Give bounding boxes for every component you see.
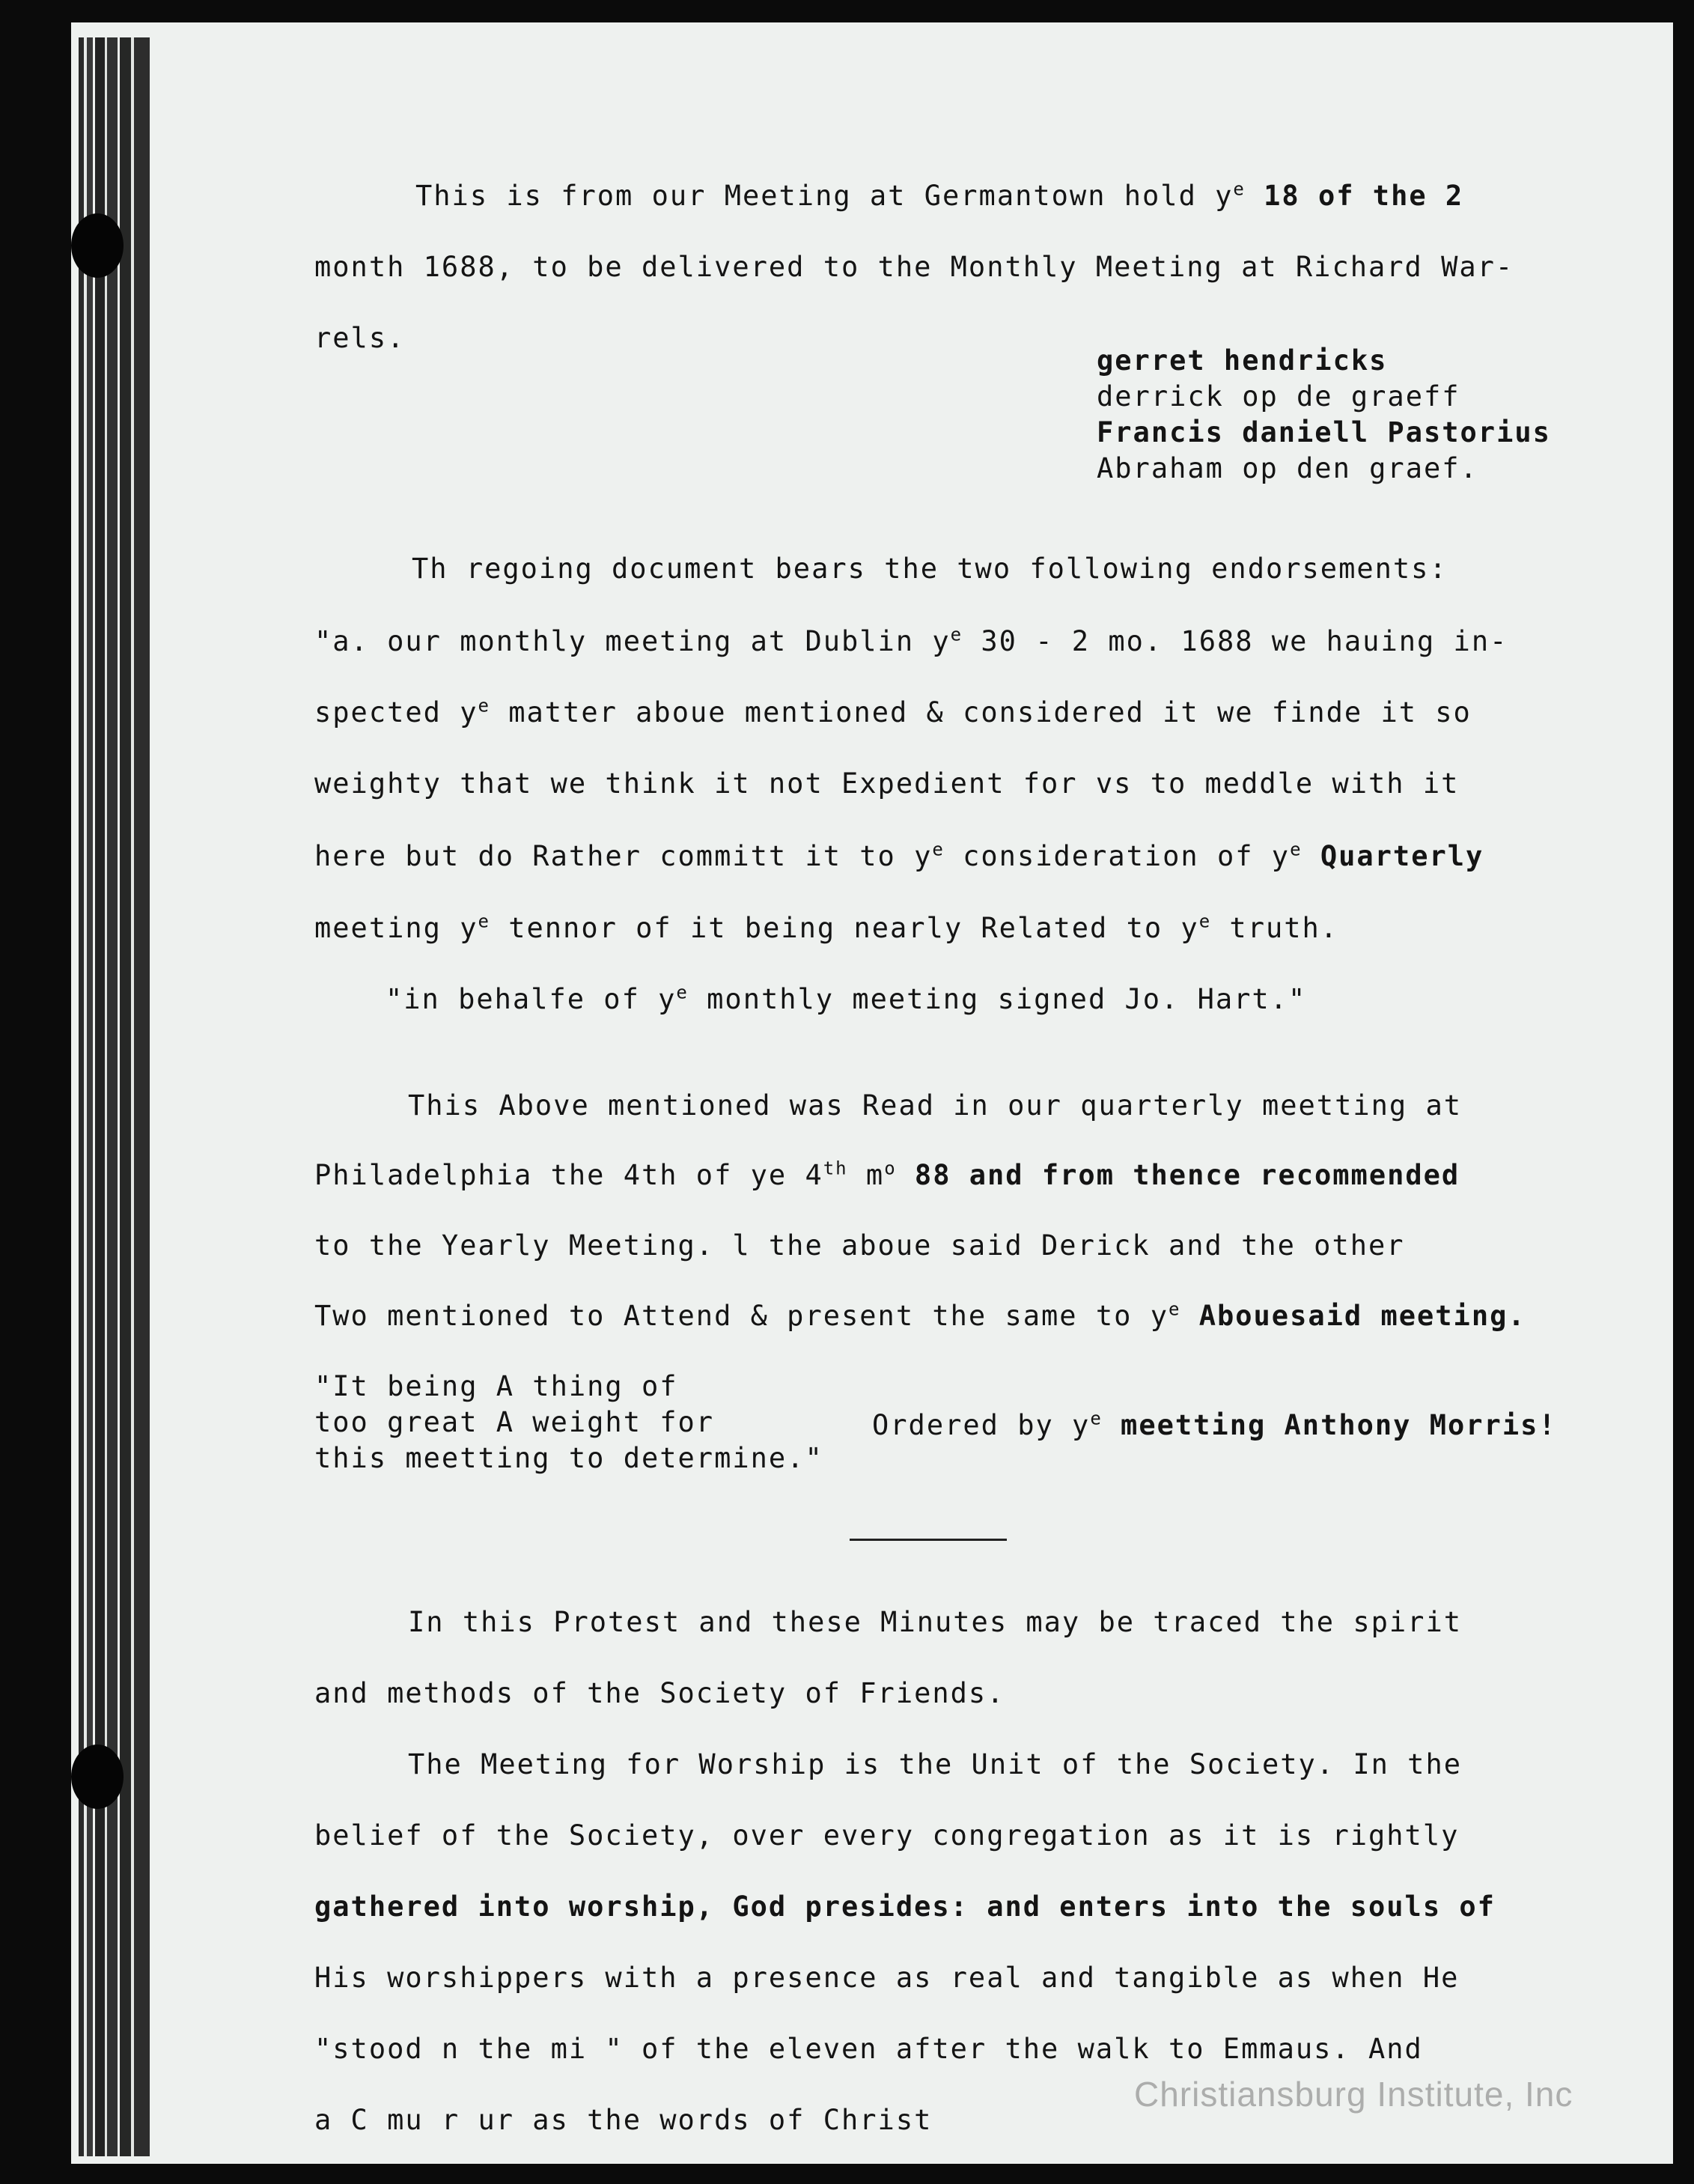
ordered-by-line: Ordered by $y^e$ meetting Anthony Morris! [872, 1408, 1557, 1441]
paragraph-1-line-3: rels. [314, 322, 406, 354]
closing-line-4: belief of the Society, over every congregation as it is rightly [314, 1819, 1460, 1852]
endorsement-line-4: weighty that we think it not Expedient for vs to meddle with it [314, 767, 1460, 800]
quarterly-line-1: This Above mentioned was Read in our quarterly meetting at [408, 1089, 1463, 1122]
document-page [71, 22, 1673, 2164]
watermark: Christiansburg Institute, Inc [1134, 2075, 1573, 2114]
endorsement-line-6: meeting $y^e$ tennor of it being nearly Related to $y^e$ truth. [314, 910, 1339, 944]
quote-line-2: too great A weight for [314, 1406, 715, 1438]
endorsement-line-5: here but do Rather committ it to $y^e$ consideration of $y^e$ Quarterly [314, 839, 1484, 872]
closing-line-6: His worshippers with a presence as real and tangible as when He [314, 1962, 1460, 1994]
quote-line-3: this meetting to determine." [314, 1442, 823, 1474]
section-divider [850, 1539, 1007, 1541]
signatory-2: derrick op de graeff [1097, 380, 1460, 413]
closing-line-1: In this Protest and these Minutes may be traced the spirit [408, 1606, 1463, 1638]
signatory-1: gerret hendricks [1097, 344, 1388, 377]
paragraph-1-line-1: This is from our Meeting at Germantown hold $y^e$ 18 of the 2 [415, 178, 1464, 212]
closing-line-7: "stood n the mi " of the eleven after the walk to Emmaus. And [314, 2033, 1423, 2065]
endorsement-line-1: Th regoing document bears the two following endorsements: [412, 553, 1448, 585]
closing-line-5: gathered into worship, God presides: and enters into the souls of [314, 1891, 1496, 1923]
paragraph-1-line-2: month 1688, to be delivered to the Monthly Meeting at Richard War- [314, 251, 1514, 283]
closing-line-2: and methods of the Society of Friends. [314, 1677, 1005, 1709]
closing-line-3: The Meeting for Worship is the Unit of the Society. In the [408, 1748, 1463, 1780]
quote-line-1: "It being A thing of [314, 1370, 678, 1402]
endorsement-line-2: "a. our monthly meeting at Dublin $y^e$ 30 - 2 mo. 1688 we hauing in- [314, 624, 1508, 657]
quarterly-line-2: Philadelphia the 4th of ye 4th $m^o$ 88 and from thence recommended [314, 1158, 1460, 1191]
signatory-4: Abraham op den graef. [1097, 452, 1478, 484]
signatory-3: Francis daniell Pastorius [1097, 416, 1551, 448]
typed-text-body [71, 22, 1673, 2164]
closing-line-8: a C mu r ur as the words of Christ [314, 2104, 933, 2136]
quarterly-line-3: to the Yearly Meeting. l the aboue said Derick and the other [314, 1229, 1405, 1262]
endorsement-line-3: spected $y^e$ matter aboue mentioned & considered it we finde it so [314, 695, 1472, 728]
endorsement-signature-line: "in behalfe of $y^e$ monthly meeting signed Jo. Hart." [386, 982, 1307, 1015]
quarterly-line-4: Two mentioned to Attend & present the same to $y^e$ Abouesaid meeting. [314, 1298, 1526, 1332]
